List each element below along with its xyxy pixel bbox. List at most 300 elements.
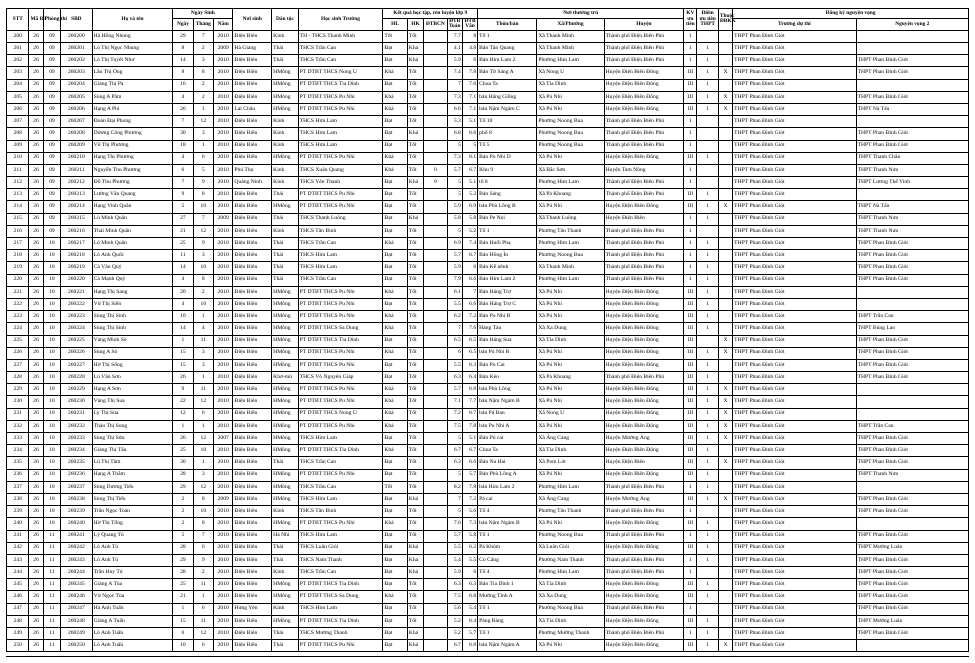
cell-sbd: 260239 [61,506,93,518]
cell-ma-dt: 26 [29,274,43,286]
cell-dan-toc: HMông [272,359,299,371]
cell-noi-sinh: Điện Biên [233,506,272,518]
cell-ma-dt: 26 [29,189,43,201]
cell-kv-uu-tien: 1 [684,128,697,140]
cell-dtbcn [424,530,447,542]
cell-sbd: 260243 [61,554,93,566]
cell-kv-uu-tien: III [684,457,697,469]
header-nam: Năm [214,19,233,31]
cell-dtb-van: 7.1 [462,103,477,115]
cell-huyen: Huyện Điện Biên Đông [604,311,684,323]
cell-dtb-van: 6.9 [462,201,477,213]
cell-nam: 2010 [214,591,233,603]
cell-huyen: Huyện Điện Biên Đông [604,67,684,79]
cell-ngay: 29 [173,554,193,566]
cell-huyen: Thành phố Điện Biên Phủ [604,177,684,189]
cell-thang: 8 [193,67,213,79]
cell-hk: Tốt [407,116,423,128]
cell-thon-ban: Tổ 1 [478,30,537,42]
cell-nam: 2010 [214,250,233,262]
cell-nam: 2010 [214,420,233,432]
cell-sbd: 260226 [61,347,93,359]
cell-dtbcn [424,469,447,481]
cell-nguyen-vong-2 [856,298,968,310]
cell-stt: 235 [7,457,29,469]
cell-nguyen-vong-2 [856,189,968,201]
cell-dtb-van: 6.4 [462,372,477,384]
cell-huyen: Thành phố Điện Biên Phủ [604,603,684,615]
cell-hk: Tốt [407,579,423,591]
cell-phong-thi: 11 [43,628,60,640]
table-row [7,311,969,323]
cell-thang: 10 [193,262,213,274]
cell-ma-dt: 26 [29,201,43,213]
cell-thon-ban: Mường Tỉnh A [478,591,537,603]
cell-nguyen-vong-2 [856,286,968,298]
table-row [7,567,969,579]
cell-ma-dt: 26 [29,554,43,566]
cell-dtb-toan: 7.2 [447,408,462,420]
cell-huyen: Huyện Điện Biên Đông [604,640,684,652]
cell-diem-uu-tien: 1 [697,469,718,481]
cell-phong-thi: 10 [43,298,60,310]
cell-huyen: Huyện Điện Biên Đông [604,591,684,603]
cell-ho-ten: Lò Anh Quốc [92,250,173,262]
cell-thang: 12 [193,225,213,237]
cell-kv-uu-tien: III [684,323,697,335]
cell-huyen: Thành phố Điện Biên Phủ [604,225,684,237]
cell-stt: 217 [7,238,29,250]
cell-hl: Khá [383,347,407,359]
cell-hk: Tốt [407,408,423,420]
cell-noi-sinh: Hà Giang [233,43,272,55]
cell-hk: Khá [407,554,423,566]
cell-ma-dt: 26 [29,91,43,103]
cell-thang: 3 [193,359,213,371]
cell-huyen: Huyện Điện Biên Đông [604,298,684,310]
cell-truong-du-thi: THPT Phan Đình Giót [733,152,856,164]
cell-stt: 209 [7,140,29,152]
cell-hoc-sinh-truong: THCS Trần Can [298,457,383,469]
cell-dan-toc: Thái [272,274,299,286]
cell-ma-dt: 26 [29,128,43,140]
cell-hk: Tốt [407,591,423,603]
cell-diem-uu-tien: 1 [697,457,718,469]
cell-dtb-toan: 7.5 [447,591,462,603]
cell-nam: 2010 [214,91,233,103]
cell-diem-uu-tien: 1 [697,55,718,67]
cell-noi-sinh: Điện Biên [233,79,272,91]
cell-thang: 2 [193,567,213,579]
table-row [7,469,969,481]
cell-ho-ten: Vàng Thị Sua [92,396,173,408]
cell-sbd: 260204 [61,79,93,91]
cell-hl: Đạt [383,189,407,201]
cell-thang: 3 [193,347,213,359]
cell-huyen: Thành phố Điện Biên Phủ [604,628,684,640]
cell-dan-toc: HMông [272,408,299,420]
cell-dtb-van: 5 [462,140,477,152]
cell-huyen: Huyện Mường Ảng [604,433,684,445]
cell-xa-phuong: Xã Xa Dung [537,591,604,603]
cell-thang: 6 [193,603,213,615]
cell-thang: 2 [193,286,213,298]
cell-nam: 2010 [214,530,233,542]
cell-ho-ten: Hạng A Phi [92,103,173,115]
cell-truong-du-thi: THPT Phan Đình Giót [733,445,856,457]
cell-ngay: 29 [173,481,193,493]
cell-thuoc-dbkk [718,43,732,55]
cell-nguyen-vong-2: THPT Phan Đình Giót [856,140,968,152]
cell-stt: 249 [7,628,29,640]
table-row [7,603,969,615]
cell-hoc-sinh-truong: PT DTBT THCS Pu Nhi [298,469,383,481]
cell-ngay: 26 [173,103,193,115]
cell-nguyen-vong-2: THPT Phan Đình Giót [856,67,968,79]
cell-ho-ten: Trần Huy Tú [92,567,173,579]
cell-dan-toc: Kinh [272,506,299,518]
cell-stt: 241 [7,530,29,542]
header-ket-qua: Kết quả học tập, rèn luyện lớp 9 [383,9,478,19]
cell-dtb-van: 4.8 [462,43,477,55]
cell-stt: 220 [7,274,29,286]
cell-dtbcn [424,103,447,115]
cell-ma-dt: 26 [29,213,43,225]
cell-nguyen-vong-2 [856,408,968,420]
table-row [7,43,969,55]
cell-nguyen-vong-2: THPT Phan Đình Giót [856,250,968,262]
cell-ho-ten: Sùng Thị Tiến [92,493,173,505]
header-sbd: SBD [61,9,93,31]
cell-dtb-van: 6.6 [462,457,477,469]
cell-ngay: 25 [173,579,193,591]
cell-truong-du-thi: THPT Phan Đình Giót [733,30,856,42]
cell-ngay: 18 [173,140,193,152]
cell-nam: 2010 [214,262,233,274]
cell-dan-toc: Thái [272,628,299,640]
cell-truong-du-thi: THPT Phan Đình Giót [733,567,856,579]
cell-ma-dt: 26 [29,359,43,371]
cell-dtbcn [424,615,447,627]
cell-kv-uu-tien: 1 [684,116,697,128]
cell-sbd: 260242 [61,542,93,554]
cell-ngay: 27 [173,213,193,225]
cell-truong-du-thi: THPT Phan Đình Giót [733,372,856,384]
cell-huyen: Huyện Điện Biên Đông [604,518,684,530]
cell-ma-dt: 26 [29,164,43,176]
header-thang: Tháng [193,19,213,31]
cell-sbd: 260206 [61,103,93,115]
cell-truong-du-thi: THPT Phan Đình Giót [733,225,856,237]
cell-stt: 233 [7,433,29,445]
cell-thon-ban: Bản Him Lam 2 [478,274,537,286]
cell-ma-dt: 26 [29,347,43,359]
cell-dan-toc: Thái [272,640,299,652]
cell-phong-thi: 10 [43,250,60,262]
cell-truong-du-thi: THPT Phan Đình Giót [733,615,856,627]
cell-ngay: 11 [173,250,193,262]
cell-hl: Đạt [383,628,407,640]
cell-truong-du-thi: THPT Phan Đình Giót [733,164,856,176]
cell-dtb-toan: 5.4 [447,554,462,566]
cell-thuoc-dbkk: X [718,91,732,103]
cell-truong-du-thi: THPT Phan Đình Giót [733,579,856,591]
cell-hl: Khá [383,396,407,408]
cell-xa-phuong: Phường Nam Thanh [537,554,604,566]
cell-diem-uu-tien: 1 [697,79,718,91]
cell-dtb-toan: 7.5 [447,420,462,432]
cell-phong-thi: 11 [43,542,60,554]
cell-hoc-sinh-truong: PT DTBT THCS Pu Nhi [298,420,383,432]
cell-dtb-toan: 5 [447,469,462,481]
cell-xa-phuong: Xã Nong U [537,408,604,420]
cell-thon-ban: Tổ 4 [478,506,537,518]
cell-thuoc-dbkk [718,213,732,225]
cell-huyen: Thành phố Điện Biên Phủ [604,116,684,128]
cell-stt: 242 [7,542,29,554]
cell-noi-sinh: Điện Biên [233,225,272,237]
cell-sbd: 260211 [61,164,93,176]
cell-stt: 237 [7,481,29,493]
cell-noi-sinh: Điện Biên [233,140,272,152]
cell-hk: Tốt [407,103,423,115]
cell-dtbcn [424,152,447,164]
cell-dtb-toan: 7.4 [447,67,462,79]
cell-huyen: Thành phố Điện Biên Phủ [604,55,684,67]
cell-stt: 211 [7,164,29,176]
cell-thon-ban: Bản Tìa Dình 1 [478,579,537,591]
cell-dan-toc: HMông [272,286,299,298]
page-bottom-rule [6,656,969,657]
cell-ho-ten: Sùng A Pằm [92,91,173,103]
cell-kv-uu-tien: 1 [684,225,697,237]
header-thon-ban: Thôn/bản [478,19,537,31]
cell-thuoc-dbkk [718,262,732,274]
cell-hoc-sinh-truong: PT DTBT THCS Pu Nhi [298,359,383,371]
cell-kv-uu-tien: 1 [684,628,697,640]
cell-diem-uu-tien: 1 [697,420,718,432]
cell-nguyen-vong-2: THPT Phan Đình Giót [856,579,968,591]
table-row [7,79,969,91]
cell-dtbcn [424,457,447,469]
cell-dan-toc: Thái [272,189,299,201]
cell-hk: Tốt [407,323,423,335]
cell-dtb-van: 5.7 [462,469,477,481]
cell-hk: Khá [407,567,423,579]
cell-ma-dt: 26 [29,30,43,42]
cell-hoc-sinh-truong: THCS Him Lam [298,433,383,445]
cell-noi-sinh: Điện Biên [233,518,272,530]
table-row [7,384,969,396]
cell-hoc-sinh-truong: THCS Thanh Luông [298,213,383,225]
cell-stt: 244 [7,567,29,579]
cell-ngay: 28 [173,542,193,554]
cell-kv-uu-tien: 1 [684,262,697,274]
cell-diem-uu-tien [697,603,718,615]
cell-stt: 203 [7,67,29,79]
cell-nguyen-vong-2: THPT Phan Đình Giót [856,530,968,542]
cell-ho-ten: Vừ Thị Siến [92,298,173,310]
cell-ho-ten: Hạng Thị Sang [92,286,173,298]
cell-kv-uu-tien: III [684,372,697,384]
cell-nam: 2010 [214,103,233,115]
cell-hl: Đạt [383,201,407,213]
cell-diem-uu-tien: 1 [697,542,718,554]
cell-huyen: Huyện Điện Biên Đông [604,152,684,164]
cell-truong-du-thi: THPT Phan Đình Giót [733,591,856,603]
cell-hk: Tốt [407,30,423,42]
cell-thon-ban: bản Nậm Ngám B [478,518,537,530]
cell-thuoc-dbkk: X [718,67,732,79]
cell-hoc-sinh-truong: PT DTBT THCS Nong U [298,67,383,79]
cell-truong-du-thi: THPT Phan Đình Giót [733,420,856,432]
cell-dtbcn [424,372,447,384]
cell-nguyen-vong-2: THPT Thanh Nưa [856,213,968,225]
cell-hoc-sinh-truong: THCS Luân Giói [298,542,383,554]
cell-thuoc-dbkk [718,530,732,542]
cell-sbd: 260222 [61,298,93,310]
cell-ma-dt: 26 [29,177,43,189]
cell-sbd: 260240 [61,518,93,530]
cell-thon-ban: Tổ 1 [478,225,537,237]
cell-ngay: 28 [173,469,193,481]
cell-thuoc-dbkk [718,542,732,554]
cell-nguyen-vong-2: THPT Thanh Nưa [856,164,968,176]
cell-thuoc-dbkk [718,189,732,201]
cell-sbd: 260237 [61,481,93,493]
cell-dan-toc: Kinh [272,128,299,140]
cell-noi-sinh: Điện Biên [233,286,272,298]
cell-phong-thi: 10 [43,335,60,347]
cell-ngay: 30 [173,128,193,140]
cell-thon-ban: Bản Phù Lồng A [478,469,537,481]
cell-diem-uu-tien: 1 [697,433,718,445]
cell-stt: 206 [7,103,29,115]
cell-stt: 218 [7,250,29,262]
header-xa-phuong: Xã/Phường [537,19,604,31]
table-row [7,347,969,359]
cell-nguyen-vong-2 [856,396,968,408]
cell-hoc-sinh-truong: THCS Yên Thanh [298,177,383,189]
cell-noi-sinh: Điện Biên [233,30,272,42]
cell-kv-uu-tien: III [684,615,697,627]
cell-kv-uu-tien: 1 [684,238,697,250]
cell-stt: 226 [7,347,29,359]
cell-thuoc-dbkk: X [718,396,732,408]
cell-xa-phuong: Xã Pú Nhi [537,91,604,103]
cell-ho-ten: Hà Anh Tuấn [92,603,173,615]
cell-truong-du-thi: THPT Phan Đình Giót [733,640,856,652]
table-body [7,30,969,652]
cell-huyen: Huyện Điện Biên Đông [604,445,684,457]
cell-sbd: 260245 [61,579,93,591]
cell-nam: 2010 [214,116,233,128]
cell-thon-ban: Pàng Bàng [478,615,537,627]
cell-dtb-toan: 8.2 [447,481,462,493]
cell-huyen: Huyện Tam Nông [604,164,684,176]
cell-phong-thi: 11 [43,603,60,615]
cell-nam: 2010 [214,372,233,384]
table-row [7,433,969,445]
cell-dtb-van: 6.3 [462,359,477,371]
cell-diem-uu-tien: 1 [697,518,718,530]
cell-ho-ten: Hờ Thị Tống [92,518,173,530]
cell-hk: Tốt [407,311,423,323]
cell-dan-toc: HMông [272,396,299,408]
cell-xa-phuong: Xã Pú Nhi [537,311,604,323]
table-row [7,640,969,652]
cell-hl: Khá [383,384,407,396]
cell-phong-thi: 10 [43,506,60,518]
cell-dtbcn [424,408,447,420]
cell-ngay: 25 [173,445,193,457]
cell-ho-ten: Lường Văn Quang [92,189,173,201]
cell-kv-uu-tien: III [684,408,697,420]
cell-stt: 236 [7,469,29,481]
cell-hl: Đạt [383,457,407,469]
cell-hl: Khá [383,311,407,323]
cell-kv-uu-tien: III [684,91,697,103]
cell-sbd: 260218 [61,250,93,262]
cell-ma-dt: 26 [29,335,43,347]
cell-thon-ban: bản Nậm Ngám B [478,396,537,408]
cell-stt: 224 [7,323,29,335]
cell-stt: 240 [7,518,29,530]
cell-phong-thi: 10 [43,274,60,286]
cell-dtb-van: 6 [462,262,477,274]
cell-thon-ban: Khu 9 [478,164,537,176]
student-list-sheet [6,8,969,652]
cell-thuoc-dbkk [718,286,732,298]
cell-sbd: 260246 [61,591,93,603]
table-row [7,591,969,603]
cell-hk: Tốt [407,91,423,103]
cell-diem-uu-tien: 1 [697,298,718,310]
cell-sbd: 260203 [61,67,93,79]
cell-hoc-sinh-truong: THCS Trần Can [298,43,383,55]
cell-stt: 246 [7,591,29,603]
cell-xa-phuong: Xã Thanh Minh [537,43,604,55]
cell-diem-uu-tien [697,335,718,347]
cell-dtbcn [424,420,447,432]
cell-dtb-van: 5.8 [462,530,477,542]
cell-kv-uu-tien: III [684,298,697,310]
cell-dan-toc: HMông [272,201,299,213]
cell-ngay: 21 [173,225,193,237]
cell-hl: Đạt [383,433,407,445]
cell-nam: 2010 [214,55,233,67]
cell-dtb-toan: 5.9 [447,567,462,579]
cell-ngay: 21 [173,591,193,603]
cell-ngay: 22 [173,396,193,408]
cell-thuoc-dbkk [718,30,732,42]
cell-thang: 1 [193,591,213,603]
cell-ma-dt: 26 [29,579,43,591]
cell-xa-phuong: Xã Thanh Minh [537,30,604,42]
cell-hl: Tốt [383,30,407,42]
cell-hoc-sinh-truong: THCS Him Lam [298,530,383,542]
cell-hk: Tốt [407,238,423,250]
cell-stt: 232 [7,420,29,432]
cell-thon-ban: bản Pá Ban [478,408,537,420]
cell-sbd: 260236 [61,469,93,481]
cell-dan-toc: HMông [272,67,299,79]
cell-hoc-sinh-truong: THCS Him Lam [298,250,383,262]
cell-noi-sinh: Điện Biên [233,640,272,652]
cell-ngay: 10 [173,311,193,323]
cell-dtb-van: 6.5 [462,347,477,359]
cell-hoc-sinh-truong: PT DTBT THCS Tìa Dình [298,579,383,591]
